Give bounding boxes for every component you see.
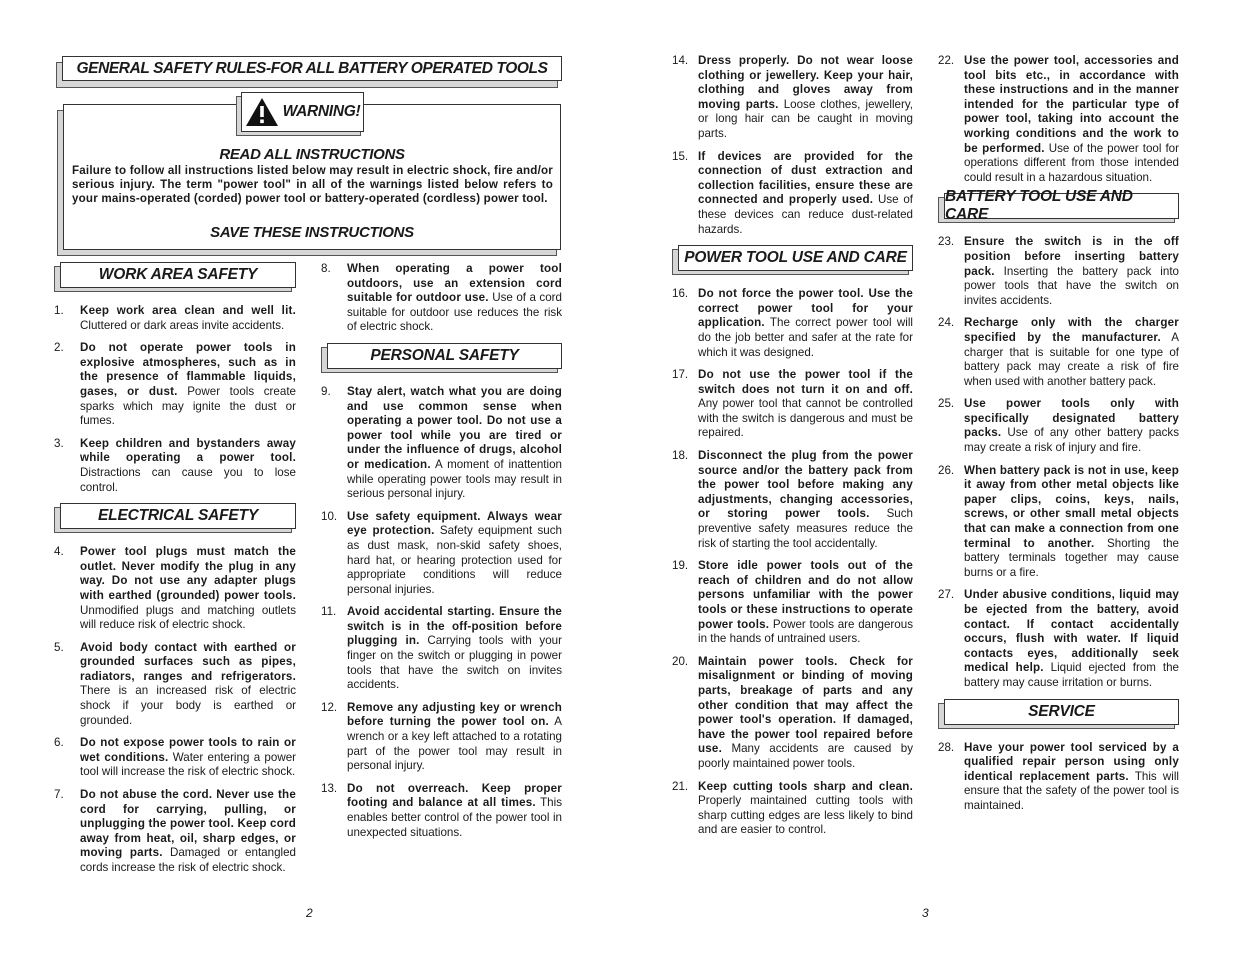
rule-item [672,150,913,238]
rule-bold-text: Avoid accidental starting. Ensure the switch is in the off-position before plugging in. [347,605,562,648]
rule-number: 6. [54,736,64,750]
rule-item [54,437,296,495]
rule-item [321,510,562,598]
rule-bold-text: Do not operate power tools in explosive atmospheres, such as in the presence of flammable liquids, gases, or dust. [80,341,296,398]
rule-item [672,780,913,838]
rule-item [938,54,1179,185]
rule-item [321,701,562,774]
rule-explanation: A charger that is suitable for one type of battery pack may create a risk of fire when used with another battery pack. [964,330,1179,388]
rule-bold-text: Use power tools only with specifically designated battery packs. [964,397,1179,440]
rule-text [698,780,913,838]
rule-bold-text: When operating a power tool outdoors, use an extension cord suitable for outdoor use. [347,262,562,305]
rule-bold-text: Keep cutting tools sharp and clean. [698,779,913,793]
rule-text [964,741,1179,814]
rule-bold-text: Dress properly. Do not wear loose clothing or jewellery. Keep your hair, clothing and gloves away from moving parts. [698,54,913,111]
rule-item [672,54,913,142]
rule-bold-text: Do not force the power tool. Use the correct power tool for your application. [698,287,913,330]
rule-item [54,736,296,780]
rule-bold-text: Do not overreach. Keep proper footing and balance at all times. [347,781,562,810]
rule-item [321,605,562,693]
column-3 [672,54,913,846]
rule-item [672,368,913,441]
rule-bold-text: Have your power tool serviced by a qualified repair person using only identical replacement parts. [964,740,1179,783]
rule-number: 17. [672,368,689,382]
rule-number: 20. [672,654,689,668]
rule-number: 1. [54,304,64,317]
rule-number: 13. [321,781,338,795]
rule-explanation: Inserting the battery pack into power tools that have the switch on invites accidents. [964,264,1179,307]
rule-item [54,545,296,633]
rule-text [347,605,562,693]
rule-number: 23. [938,235,955,249]
rule-number: 4. [54,545,64,559]
general-safety-title [56,56,562,88]
heading-box [327,343,562,369]
rule-text [698,54,913,142]
rule-bold-text: Power tool plugs must match the outlet. Never modify the plug in any way. Do not use any adapter plugs with earthed (grounded) power tools. [80,545,296,602]
rule-explanation: Cluttered or dark areas invite accidents. [80,318,285,332]
rule-explanation: Many accidents are caused by poorly maintained power tools. [698,742,913,770]
badge-box [241,92,364,132]
rule-bold-text: Disconnect the plug from the power source and/or the battery pack from the power tool before making any adjustments, changing accessories, or storing power tools. [698,449,913,521]
rule-explanation: Any power tool that cannot be controlled with the switch is dangerous and must be repaired. [698,397,913,440]
rule-explanation: Distractions can cause you to lose control. [80,465,296,494]
rule-number: 16. [672,287,689,301]
rule-item [938,464,1179,581]
rule-bold-text: Avoid body contact with earthed or grounded surfaces such as pipes, radiators, ranges and refrigerators. [80,640,296,683]
rule-bold-text: Maintain power tools. Check for misalignment or binding of moving parts, breakage of parts and any other condition that may affect the power tool's operation. If damaged, have the power tool repaired before use. [698,654,913,756]
rule-number: 7. [54,788,64,802]
rule-explanation: Water entering a power tool will increase the risk of electric shock. [80,750,296,779]
rule-item [54,341,296,429]
rule-text [964,397,1179,455]
rule-bold-text: Do not abuse the cord. Never use the cord for carrying, pulling, or unplugging the power tool. Keep cord away from heat, oil, sharp edges, or moving parts. [80,788,296,860]
power-tool-heading [672,245,913,275]
rule-explanation: Damaged or entangled cords increase the risk of electric shock. [80,846,296,874]
rule-number: 24. [938,316,955,330]
rule-explanation: Use of the power tool for operations different from those intended could result in a hazardous situation. [964,141,1179,184]
rule-text [80,545,296,633]
rule-explanation: Unmodified plugs and matching outlets will reduce risk of electric shock. [80,603,296,632]
rule-text [964,235,1179,308]
section-title: WORK AREA SAFETY [98,266,258,283]
warning-badge [236,92,364,136]
battery-heading [938,188,1179,224]
rule-number: 14. [672,54,689,67]
section-title: ELECTRICAL SAFETY [98,507,258,525]
rule-text [80,304,296,333]
rule-number: 18. [672,449,689,463]
page-number-right: 3 [922,906,929,920]
rule-bold-text: Keep children and bystanders away while operating a power tool. [80,436,296,465]
rule-bold-text: Stay alert, watch what you are doing and use common sense when operating a power tool. Do not use a power tool while you are tired or under the influence of drugs, alcohol or medication. [347,384,562,471]
electrical-heading [54,503,296,533]
rule-explanation: The correct power tool will do the job better and safer at the rate for which it was designed. [698,316,913,359]
rule-explanation: Power tools create sparks which may ignite the dust or fumes. [80,384,296,428]
rule-explanation: Such preventive safety measures reduce the risk of starting the tool accidentally. [698,507,913,550]
rule-number: 21. [672,779,689,793]
heading-box [944,188,1179,224]
title-text: GENERAL SAFETY RULES-FOR ALL BATTERY OPERATED TOOLS [76,59,548,77]
rule-bold-text: Store idle power tools out of the reach of children and do not allow persons unfamiliar with the power tools or these instructions to operate power tools. [698,559,913,631]
rule-bold-text: Recharge only with the charger specified by the manufacturer. [964,316,1179,344]
rule-text [698,150,913,238]
rule-text [964,588,1179,690]
rule-text [698,368,913,441]
rule-text [698,559,913,647]
rule-item [938,588,1179,690]
rule-explanation: Use of any other battery packs may create a risk of injury and fire. [964,426,1179,455]
rule-text [80,437,296,495]
rule-item [938,397,1179,455]
rule-explanation: Power tools are dangerous in the hands of untrained users. [698,617,913,646]
rule-text [347,701,562,774]
rule-explanation: Shorting the battery terminals together may cause burns or a fire. [964,536,1179,579]
rule-text [347,385,562,502]
rule-bold-text: When battery pack is not in use, keep it away from other metal objects like paper clips, coins, keys, nails, screws, or other small metal objects that can make a connection from one terminal to another. [964,463,1179,550]
rule-explanation: A wrench or a key left attached to a rotating part of the power tool may result in personal injury. [347,715,562,773]
rule-text [80,736,296,780]
rule-explanation: Liquid ejected from the battery may cause irritation or burns. [964,661,1179,689]
rule-text [964,316,1179,389]
rule-explanation: Use of a cord suitable for outdoor use reduces the risk of electric shock. [347,291,562,334]
rule-item [672,655,913,772]
rule-number: 19. [672,559,689,573]
rule-explanation: Use of these devices can reduce dust-related hazards. [698,193,913,236]
rule-number: 9. [321,384,331,398]
column-2 [321,262,562,848]
rule-bold-text: Keep work area clean and well lit. [80,304,296,317]
rule-number: 27. [938,588,955,602]
column-1 [54,262,296,884]
rule-item [321,385,562,502]
rule-number: 26. [938,463,955,477]
rule-number: 2. [54,341,64,355]
rule-number: 8. [321,262,331,275]
rule-item [938,235,1179,308]
section-title: POWER TOOL USE AND CARE [684,249,907,267]
rule-bold-text: Do not expose power tools to rain or wet conditions. [80,736,296,764]
rule-item [321,782,562,840]
rule-number: 22. [938,54,955,67]
rule-explanation: There is an increased risk of electric shock if your body is earthed or grounded. [80,684,296,727]
rule-number: 15. [672,149,689,163]
rule-text [347,510,562,598]
warning-text: Failure to follow all instructions listed below may result in electric shock, fire and/or serious injury. The term "power tool" in all of the warnings listed below refers to your mains-operated (corded) power tool or battery-operated (cordless) power tool. [72,164,553,205]
page-number-left: 2 [306,906,313,920]
rule-number: 10. [321,509,338,523]
rule-bold-text: Remove any adjusting key or wrench before turning the power tool on. [347,700,562,729]
rule-item [321,262,562,335]
personal-heading [321,343,562,373]
section-title: PERSONAL SAFETY [370,346,519,364]
rule-number: 3. [54,436,64,450]
rule-number: 5. [54,640,64,654]
service-heading [938,699,1179,729]
column-4 [938,54,1179,822]
rule-text [964,54,1179,185]
rule-item [938,316,1179,389]
heading-box [944,699,1179,725]
rule-item [672,449,913,551]
rule-number: 12. [321,700,338,714]
rule-text [347,262,562,335]
rule-item [54,641,296,729]
rule-explanation: A moment of inattention while operating power tools may result in serious personal injury. [347,457,562,501]
rule-explanation: This will ensure that the safety of the power tool is maintained. [964,769,1179,812]
rule-text [698,287,913,360]
heading-box [60,503,296,529]
section-title: BATTERY TOOL USE AND CARE [945,188,1133,224]
rule-text [698,655,913,772]
rule-text [347,782,562,840]
section-title: SERVICE [1028,702,1095,720]
rule-text [80,341,296,429]
rule-explanation: Loose clothes, jewellery, or long hair can be caught in moving parts. [698,97,913,140]
rule-item [938,741,1179,814]
rule-item [672,287,913,360]
rule-item [54,304,296,333]
warning-triangle-icon [245,97,279,127]
rule-bold-text: If devices are provided for the connection of dust extraction and collection facilities, ensure these are connected and properly used. [698,149,913,207]
rule-number: 25. [938,397,955,411]
heading-box [60,262,296,288]
rule-text [80,641,296,729]
read-all-heading: READ ALL INSTRUCTIONS [219,146,405,163]
heading-box [678,245,913,271]
rule-explanation: Properly maintained cutting tools with sharp cutting edges are less likely to bind and are easier to control. [698,794,913,837]
rule-bold-text: Use the power tool, accessories and tool bits etc., in accordance with these instructions and in the manner intended for the particular type of power tool, taking into account the working conditions and the work to be performed. [964,54,1179,155]
warning-label: WARNING! [282,103,361,120]
rule-explanation: Carrying tools with your finger on the switch or plugging in power tools that have the switch on invites accidents. [347,634,562,692]
rule-text [698,449,913,551]
rule-number: 11. [321,605,337,619]
save-instructions-heading: SAVE THESE INSTRUCTIONS [210,224,414,241]
rule-item [672,559,913,647]
rule-explanation: This enables better control of the power tool in unexpected situations. [347,796,562,839]
title-box [62,56,562,81]
rule-text [964,464,1179,581]
rule-bold-text: Do not use the power tool if the switch does not turn it on and off. [698,368,913,396]
rule-number: 28. [938,740,955,754]
rule-explanation: Safety equipment such as dust mask, non-skid safety shoes, hard hat, or hearing protection used for appropriate conditions will reduce personal injuries. [347,524,562,596]
rule-bold-text: Under abusive conditions, liquid may be ejected from the battery, avoid contact. If contact accidentally occurs, flush with water. If liquid contacts eyes, additionally seek medical help. [964,588,1179,675]
rule-bold-text: Use safety equipment. Always wear eye protection. [347,509,562,538]
rule-bold-text: Ensure the switch is in the off position before inserting battery pack. [964,235,1179,278]
rule-item [54,788,296,876]
rule-text [80,788,296,876]
work-area-heading [54,262,296,292]
